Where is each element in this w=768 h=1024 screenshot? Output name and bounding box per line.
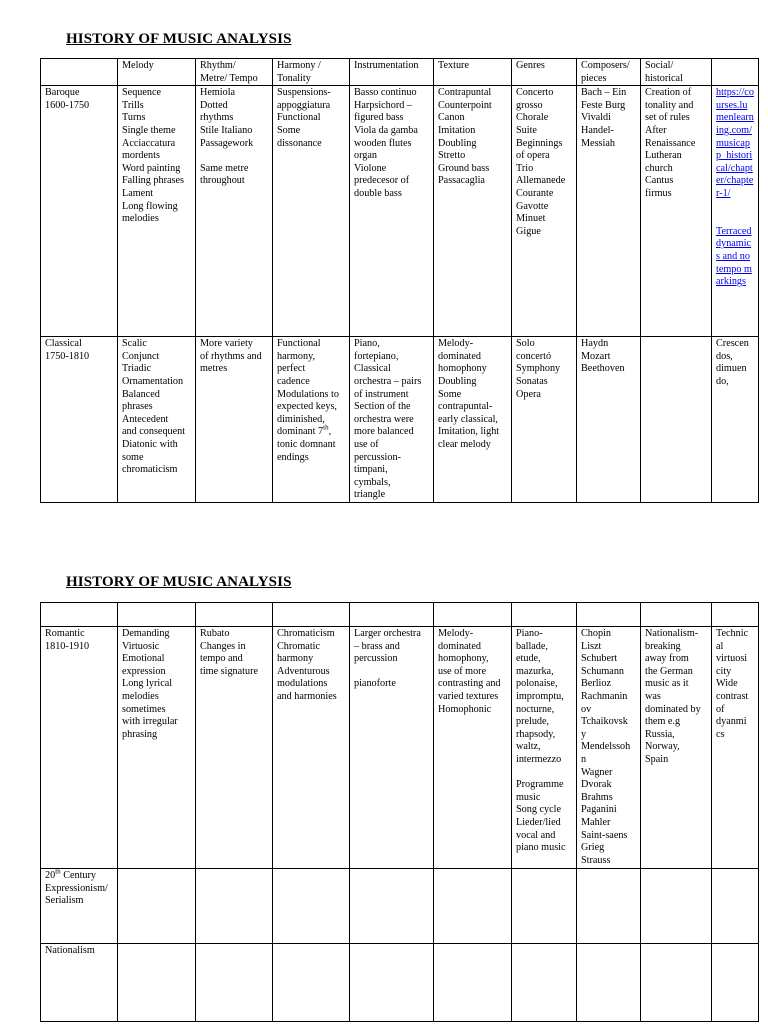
texture-cell: Melody- dominated homophony, use of more contrasting and varied textures Homophonic — [434, 627, 512, 869]
rhythm-cell — [196, 944, 273, 1022]
rhythm-cell — [196, 869, 273, 944]
harmony-text-cont: , tonic domnant endings — [277, 426, 336, 463]
table-header-row — [41, 603, 759, 627]
composers-cell: Bach – Ein Feste Burg Vivaldi Handel- Messiah — [577, 86, 641, 337]
texture-cell: Melody- dominated homophony Doubling Some contrapuntal- early classical, Imitation, light clear melody — [434, 337, 512, 503]
genres-cell — [512, 869, 577, 944]
harmony-cell: Chromaticism Chromatic harmony Adventurous modulations and harmonies — [273, 627, 350, 869]
period-cell: Classical 1750-1810 — [41, 337, 118, 503]
course-link[interactable]: https://courses.lumenlearning.com/musicapp_historical/chapter/chapter-1/ — [716, 87, 754, 199]
melody-cell: Scalic Conjunct Triadic Ornamentation Balanced phrases Antecedent and consequent Diatonic with some chromaticism — [118, 337, 196, 503]
header-cell-melody: Melody — [118, 59, 196, 86]
composers-cell: Haydn Mozart Beethoven — [577, 337, 641, 503]
header-cell — [512, 603, 577, 627]
harmony-cell — [273, 944, 350, 1022]
music-analysis-table-1 — [40, 58, 759, 503]
rhythm-cell: Rubato Changes in tempo and time signature — [196, 627, 273, 869]
header-cell-composers: Composers/ pieces — [577, 59, 641, 86]
table-row — [41, 944, 759, 1022]
period-text: 20 — [45, 870, 56, 881]
header-cell — [577, 603, 641, 627]
extra-cell — [712, 869, 759, 944]
melody-cell — [118, 869, 196, 944]
social-cell: Nationalism- breaking away from the German music as it was dominated by them e.g Russia, Norway, Spain — [641, 627, 712, 869]
extra-cell — [712, 86, 759, 337]
extra-cell: Crescen dos, dimuen do, — [712, 337, 759, 503]
table-row — [41, 869, 759, 944]
header-cell — [350, 603, 434, 627]
texture-cell: Contrapuntal Counterpoint Canon Imitation Doubling Stretto Ground bass Passacaglia — [434, 86, 512, 337]
table-row — [41, 86, 759, 337]
genres-cell: Solo concertó Symphony Sonatas Opera — [512, 337, 577, 503]
period-cell: Nationalism — [41, 944, 118, 1022]
instrumentation-cell: Piano, fortepiano, Classical orchestra – pairs of instrument Section of the orchestra were more balanced use of percussion- timpani, cymbals, triangle — [350, 337, 434, 503]
texture-cell — [434, 869, 512, 944]
header-cell-period — [41, 59, 118, 86]
composers-cell: Chopin Liszt Schubert Schumann Berlioz Rachmanin ov Tchaikovsk y Mendelssoh n Wagner Dvorak Brahms Paganini Mahler Saint-saens Grieg Strauss — [577, 627, 641, 869]
instrumentation-cell — [350, 869, 434, 944]
composers-cell — [577, 869, 641, 944]
header-cell-rhythm: Rhythm/ Metre/ Tempo — [196, 59, 273, 86]
period-cell — [41, 869, 118, 944]
header-cell-genres: Genres — [512, 59, 577, 86]
period-cell: Romantic 1810-1910 — [41, 627, 118, 869]
header-cell — [41, 603, 118, 627]
harmony-cell — [273, 869, 350, 944]
social-cell — [641, 944, 712, 1022]
page-title: HISTORY OF MUSIC ANALYSIS — [66, 31, 292, 47]
header-cell-instrumentation: Instrumentation — [350, 59, 434, 86]
texture-cell — [434, 944, 512, 1022]
rhythm-cell: More variety of rhythms and metres — [196, 337, 273, 503]
melody-cell: Demanding Virtuosic Emotional expression Long lyrical melodies sometimes with irregular phrasing — [118, 627, 196, 869]
rhythm-cell: Hemiola Dotted rhythms Stile Italiano Passagework Same metre throughout — [196, 86, 273, 337]
extra-cell — [712, 944, 759, 1022]
genres-cell — [512, 944, 577, 1022]
terraced-dynamics-link[interactable]: Terraced dynamics and no tempo markings — [716, 225, 752, 288]
instrumentation-cell: Larger orchestra – brass and percussion pianoforte — [350, 627, 434, 869]
social-cell — [641, 869, 712, 944]
page-title-2: HISTORY OF MUSIC ANALYSIS — [66, 574, 292, 590]
harmony-cell — [273, 337, 350, 503]
table-row — [41, 337, 759, 503]
music-analysis-table-2 — [40, 602, 759, 1022]
header-cell — [641, 603, 712, 627]
instrumentation-cell: Basso continuo Harpsichord – figured bass Viola da gamba wooden flutes organ Violone predecesor of double bass — [350, 86, 434, 337]
header-cell — [118, 603, 196, 627]
table-row — [41, 627, 759, 869]
composers-cell — [577, 944, 641, 1022]
period-cell: Baroque 1600-1750 — [41, 86, 118, 337]
genres-cell: Concerto grosso Chorale Suite Beginnings of opera Trio Allemanede Courante Gavotte Minuet Gigue — [512, 86, 577, 337]
header-cell-harmony: Harmony / Tonality — [273, 59, 350, 86]
melody-cell — [118, 944, 196, 1022]
social-cell: Creation of tonality and set of rules After Renaissance Lutheran church Cantus firmus — [641, 86, 712, 337]
harmony-cell: Suspensions- appoggiatura Functional Some dissonance — [273, 86, 350, 337]
superscript: th — [55, 868, 61, 876]
melody-cell: Sequence Trills Turns Single theme Acciaccatura mordents Word painting Falling phrases Lament Long flowing melodies — [118, 86, 196, 337]
header-cell-extra — [712, 59, 759, 86]
header-cell-texture: Texture — [434, 59, 512, 86]
harmony-text: Functional harmony, perfect cadence Modulations to expected keys, diminished, dominant 7 — [277, 338, 339, 438]
superscript: th — [323, 423, 329, 432]
header-cell-social: Social/ historical — [641, 59, 712, 86]
period-text-cont: Century Expressionism/ Serialism — [45, 870, 108, 907]
table-header-row — [41, 59, 759, 86]
instrumentation-cell — [350, 944, 434, 1022]
extra-cell: Technic al virtuosi city Wide contrast of dyanmi cs — [712, 627, 759, 869]
header-cell — [196, 603, 273, 627]
header-cell — [434, 603, 512, 627]
header-cell — [712, 603, 759, 627]
header-cell — [273, 603, 350, 627]
genres-cell: Piano- ballade, etude, mazurka, polonaise, impromptu, nocturne, prelude, rhapsody, waltz, intermezzo Programme music Song cycle Lieder/lied vocal and piano music — [512, 627, 577, 869]
social-cell — [641, 337, 712, 503]
